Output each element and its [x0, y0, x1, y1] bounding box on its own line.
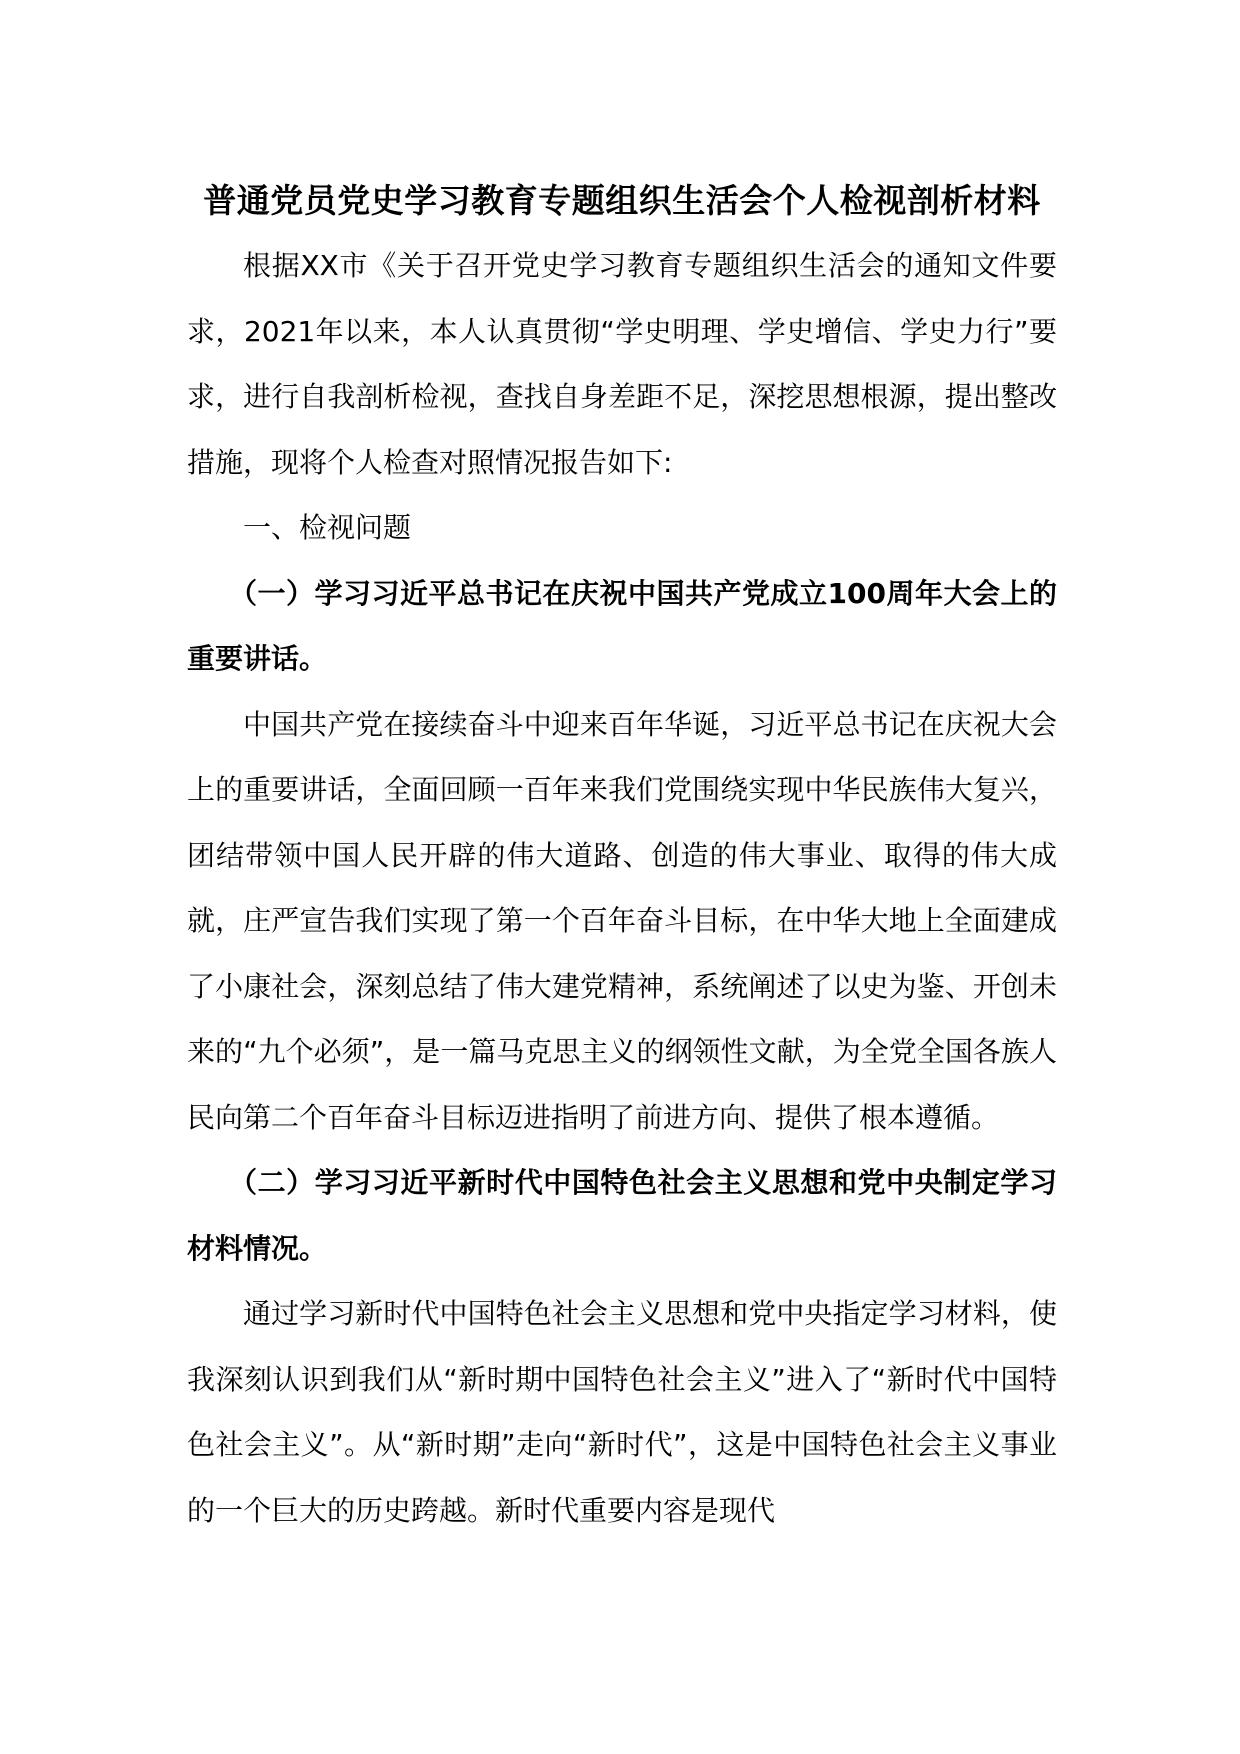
subsection-heading-1: （一）学习习近平总书记在庆祝中国共产党成立100周年大会上的重要讲话。 [187, 576, 1057, 675]
intro-paragraph: 根据XX市《关于召开党史学习教育专题组织生活会的通知文件要求，2021年以来，本人认真贯彻“学史明理、学史增信、学史力行”要求，进行自我剖析检视，查找自身差距不足，深挖思想根源，提出整改措施，现将个人检查对照情况报告如下: [187, 249, 1057, 479]
subsection-heading-2: （二）学习习近平新时代中国特色社会主义思想和党中央制定学习材料情况。 [187, 1166, 1057, 1265]
document-title: 普通党员党史学习教育专题组织生活会个人检视剖析材料 [203, 181, 1041, 220]
subsection-1-paragraph: 中国共产党在接续奋斗中迎来百年华诞，习近平总书记在庆祝大会上的重要讲话，全面回顾一百年来我们党围绕实现中华民族伟大复兴，团结带领中国人民开辟的伟大道路、创造的伟大事业、取得的伟大成就，庄严宣告我们实现了第一个百年奋斗目标，在中华大地上全面建成了小康社会，深刻总结了伟大建党精神，系统阐述了以史为鉴、开创未来的“九个必须”，是一篇马克思主义的纲领性文献，为全党全国各族人民向第二个百年奋斗目标迈进指明了前进方向、提供了根本遵循。 [187, 707, 1057, 1134]
subsection-2-paragraph: 通过学习新时代中国特色社会主义思想和党中央指定学习材料，使我深刻认识到我们从“新时期中国特色社会主义”进入了“新时代中国特色社会主义”。从“新时期”走向“新时代”，这是中国特色社会主义事业的一个巨大的历史跨越。新时代重要内容是现代 [187, 1297, 1057, 1527]
section-heading-1: 一、检视问题 [243, 511, 412, 544]
document-page [187, 168, 1057, 1728]
